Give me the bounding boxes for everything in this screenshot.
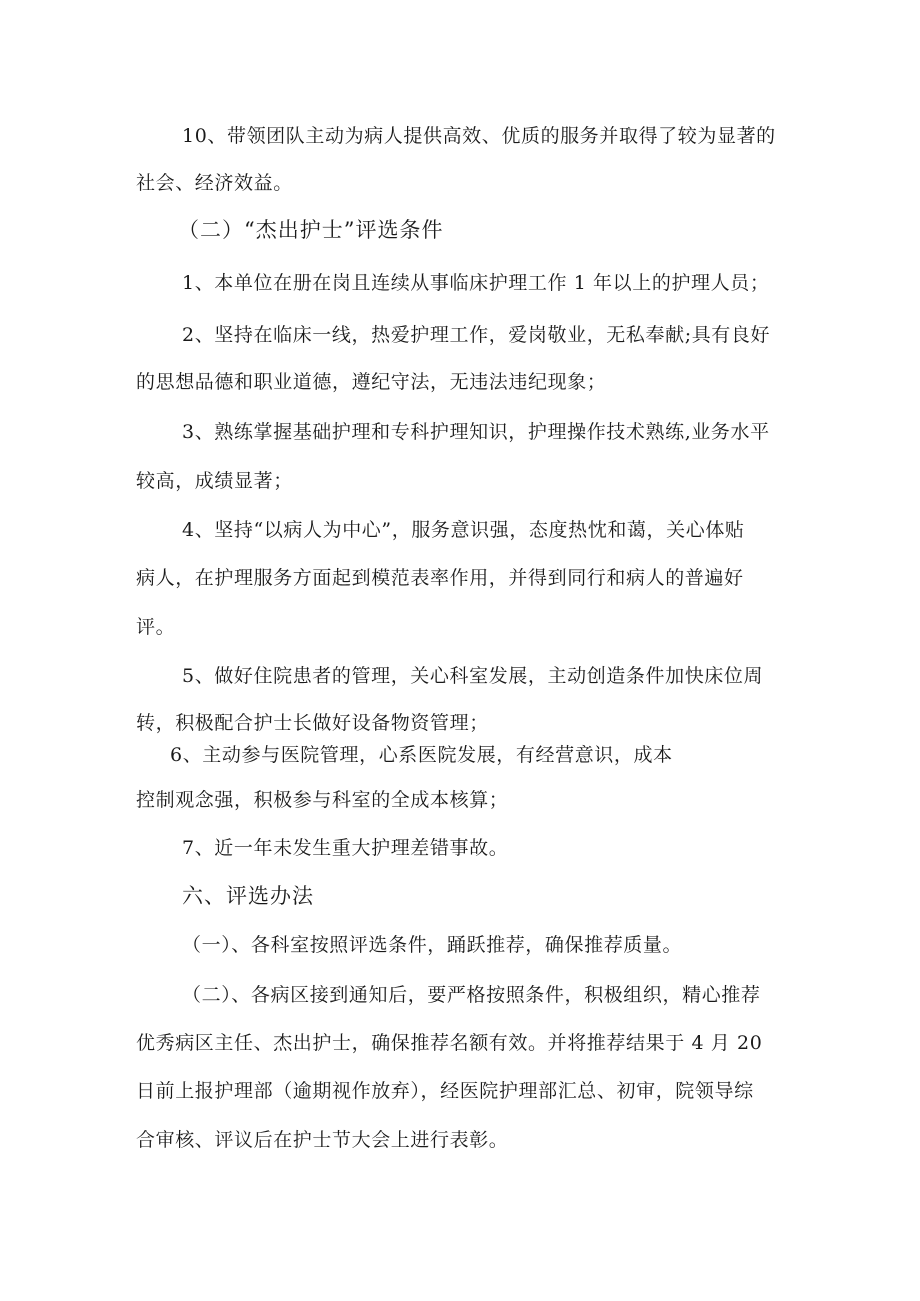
criterion-6-line-1: 6、主动参与医院管理，心系医院发展，有经营意识，成本 — [170, 744, 673, 766]
criterion-2-line-1: 2、坚持在临床一线，热爱护理工作，爱岗敬业，无私奉献;具有良好 — [182, 324, 771, 346]
criterion-5-line-2: 转，积极配合护士长做好设备物资管理； — [136, 712, 489, 734]
paragraph-10-line-2: 社会、经济效益。 — [136, 172, 293, 194]
method-2-line-3: 日前上报护理部（逾期视作放弃），经医院护理部汇总、初审，院领导综 — [136, 1080, 754, 1102]
criterion-5-line-1: 5、做好住院患者的管理，关心科室发展，主动创造条件加快床位周 — [182, 665, 764, 687]
criterion-4-line-1: 4、坚持“以病人为中心”，服务意识强，态度热忱和蔼，关心体贴 — [182, 519, 745, 541]
criterion-3-line-2: 较高，成绩显著； — [136, 470, 293, 492]
criterion-2-line-2: 的思想品德和职业道德，遵纪守法，无违法违纪现象； — [136, 371, 607, 393]
paragraph-10-line-1: 10、带领团队主动为病人提供高效、优质的服务并取得了较为显著的 — [182, 125, 776, 147]
criterion-4-line-2: 病人，在护理服务方面起到模范表率作用，并得到同行和病人的普遍好 — [136, 567, 744, 589]
criterion-7: 7、近一年未发生重大护理差错事故。 — [182, 837, 509, 859]
section-heading-outstanding-nurse: （二）“杰出护士”评选条件 — [178, 218, 444, 242]
criterion-3-line-1: 3、熟练掌握基础护理和专科护理知识，护理操作技术熟练,业务水平 — [182, 421, 770, 443]
criterion-1: 1、本单位在册在岗且连续从事临床护理工作 1 年以上的护理人员； — [182, 272, 770, 294]
criterion-4-line-3: 评。 — [136, 616, 176, 638]
method-1: （一）、各科室按照评选条件，踊跃推荐，确保推荐质量。 — [182, 934, 683, 956]
method-2-line-4: 合审核、评议后在护士节大会上进行表彰。 — [136, 1129, 509, 1151]
method-2-line-2: 优秀病区主任、杰出护士，确保推荐名额有效。并将推荐结果于 4 月 20 — [136, 1032, 763, 1054]
criterion-6-line-2: 控制观念强，积极参与科室的全成本核算； — [136, 789, 509, 811]
section-heading-selection-method: 六、评选办法 — [182, 884, 314, 908]
method-2-line-1: （二）、各病区接到通知后，要严格按照条件，积极组织，精心推荐 — [182, 984, 761, 1006]
